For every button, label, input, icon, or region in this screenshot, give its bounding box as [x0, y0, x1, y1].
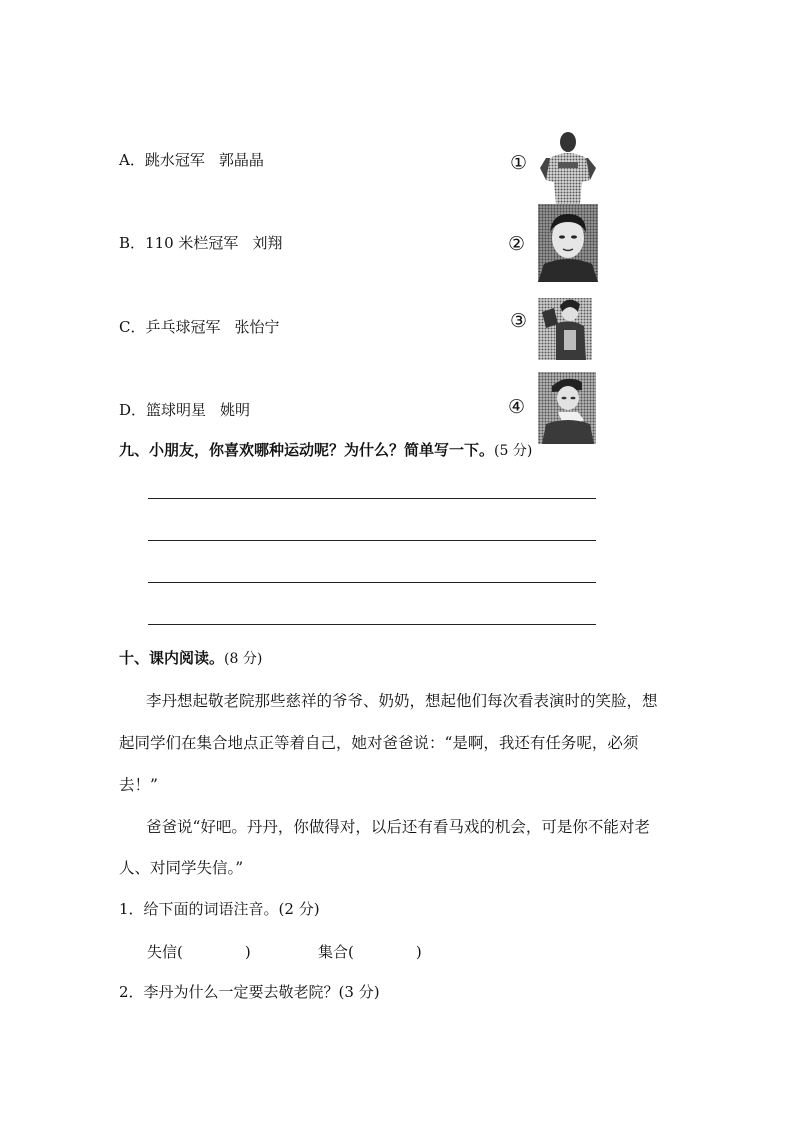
question-9-heading	[119, 439, 532, 460]
question-10-score: (8 分)	[224, 651, 263, 667]
option-event: 跳水冠军	[144, 151, 205, 169]
question-9-score: (5 分)	[494, 443, 533, 459]
passage-line: 李丹想起敬老院那些慈祥的爷爷、奶奶，想起他们每次看表演时的笑脸，想	[146, 692, 658, 710]
sub-question-2-title: 2．李丹为什么一定要去敬老院？	[119, 983, 339, 1001]
answer-line-2[interactable]	[148, 540, 596, 541]
athlete-photo-4	[538, 372, 596, 444]
athlete-photo-1	[536, 128, 598, 204]
passage-line: 爸爸说“好吧。丹丹，你做得对，以后还有看马戏的机会，可是你不能对老	[146, 818, 650, 836]
option-letter: C．	[119, 318, 146, 336]
option-athlete: 姚明	[220, 401, 251, 419]
pinyin-item-1	[147, 941, 251, 962]
question-9-title: 九、小朋友，你喜欢哪种运动呢？为什么？简单写一下。	[119, 441, 495, 459]
sub-question-1	[119, 898, 320, 919]
question-10-title: 十、课内阅读。	[119, 649, 225, 667]
pinyin-close: )	[244, 943, 251, 961]
pinyin-word: 集合(	[318, 943, 354, 961]
marker-3: ③	[510, 310, 528, 332]
sub-question-2	[119, 981, 380, 1002]
passage-line: 人、对同学失信。”	[119, 859, 244, 877]
sub-question-1-score: (2 分)	[278, 900, 320, 918]
sub-question-1-title: 1．给下面的词语注音。	[119, 900, 279, 918]
option-a	[119, 149, 264, 170]
answer-line-3[interactable]	[148, 582, 596, 583]
passage-line: 起同学们在集合地点正等着自己，她对爸爸说：“是啊，我还有任务呢，必须	[119, 734, 639, 752]
option-b	[119, 232, 282, 253]
option-event: 篮球明星	[146, 401, 207, 419]
option-d	[119, 399, 250, 420]
pinyin-word: 失信(	[147, 943, 183, 961]
option-letter: A．	[119, 151, 145, 169]
sub-question-2-score: (3 分)	[338, 983, 380, 1001]
question-10-heading	[119, 647, 262, 668]
pinyin-item-2	[318, 941, 422, 962]
option-event: 110 米栏冠军	[145, 234, 239, 252]
pinyin-close: )	[415, 943, 422, 961]
option-letter: D．	[119, 401, 147, 419]
marker-1: ①	[510, 152, 528, 174]
option-athlete: 郭晶晶	[218, 151, 264, 169]
athlete-photo-2	[538, 204, 598, 282]
option-c	[119, 316, 280, 337]
answer-line-4[interactable]	[148, 624, 596, 625]
option-athlete: 刘翔	[252, 234, 283, 252]
passage-line: 去！”	[119, 776, 158, 794]
option-event: 乒乓球冠军	[145, 318, 221, 336]
marker-2: ②	[508, 233, 526, 255]
athlete-photo-3	[538, 288, 592, 360]
answer-line-1[interactable]	[148, 498, 596, 499]
option-athlete: 张怡宁	[234, 318, 280, 336]
option-letter: B．	[119, 234, 146, 252]
marker-4: ④	[508, 396, 526, 418]
